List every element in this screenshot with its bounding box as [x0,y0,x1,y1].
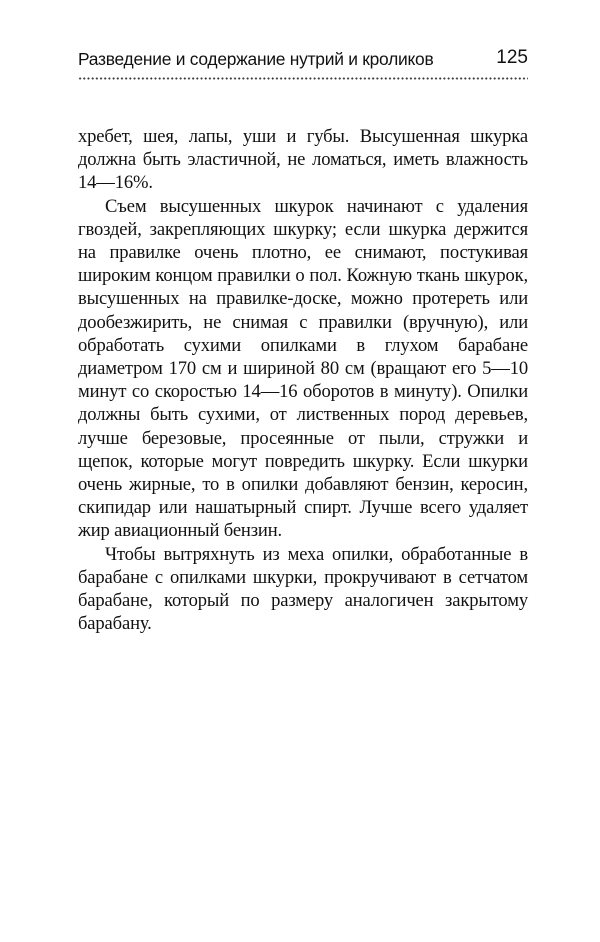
header-dotted-rule [78,76,528,81]
running-title: Разведение и содержание нутрий и кроликов [78,49,434,69]
paragraph-skin-removal: Съем высушенных шкурок начинают с удаления гвоздей, закрепляющих шкурку; если шкурка держится на правилке очень плотно, ее снимают, постукивая широким концом правилки о пол. Кожную ткань шкурок, высушенных на правилке-доске, можно протереть или дообезжирить, не снимая с правилки (вручную), или обработать сухими опилками в глухом барабане диаметром 170 см и шириной 80 см (вращают его 5—10 минут со скоростью 14—16 оборотов в минуту). Опилки должны быть сухими, от лиственных пород деревьев, лучше березовые, просеянные от пыли, стружки и щепок, которые могут повредить шкурку. Если шкурки очень жирные, то в опилки добавляют бензин, керосин, скипидар или нашатырный спирт. Лучше всего удаляет жир авиационный бензин. [78,195,528,542]
page-number: 125 [496,47,528,68]
paragraph-sawdust-removal: Чтобы вытряхнуть из меха опилки, обработанные в барабане с опилками шкурки, прокручивают в сетчатом барабане, который по размеру аналогичен закрытому барабану. [78,543,528,635]
body-text [78,125,528,635]
paragraph-continuation: хребет, шея, лапы, уши и губы. Высушенная шкурка должна быть эластичной, не ломаться, иметь влажность 14—16%. [78,126,528,194]
running-header [78,46,528,74]
